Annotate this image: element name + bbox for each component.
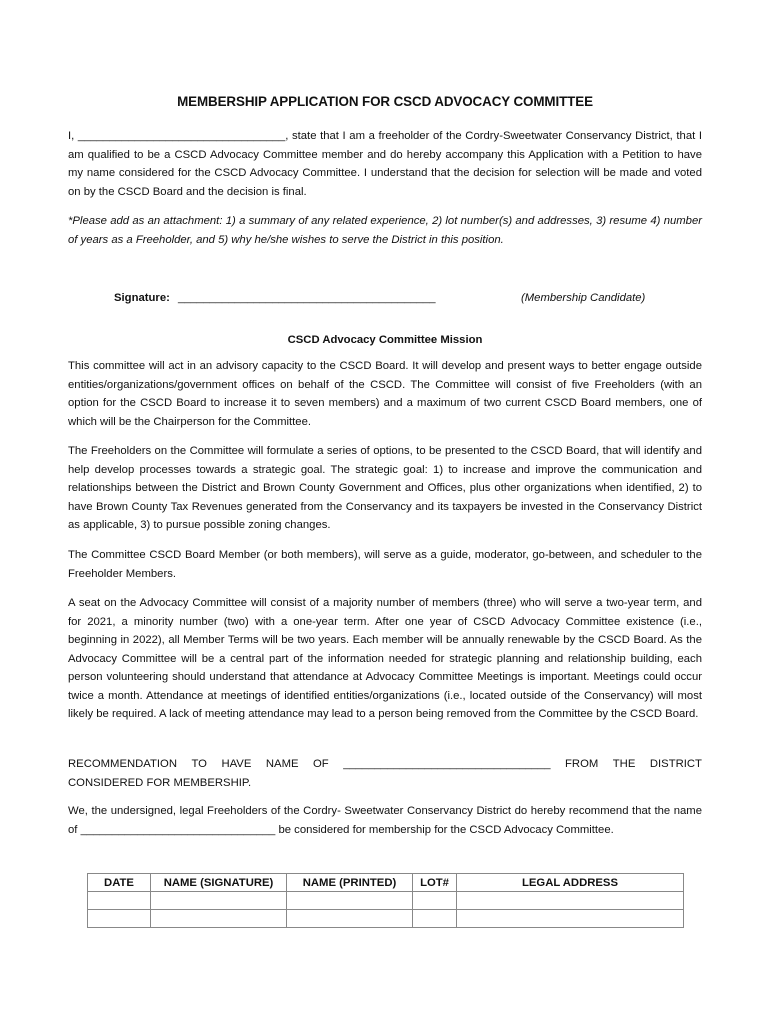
- column-header-name-printed: NAME (PRINTED): [287, 874, 413, 892]
- applicant-name-blank[interactable]: _________________________________: [77, 130, 286, 142]
- rec-word: FROM: [565, 758, 599, 770]
- undersigned-suffix: be considered for membership for the CSCD Advocacy Committee.: [275, 823, 614, 836]
- table-cell[interactable]: [413, 892, 457, 910]
- table-cell[interactable]: [151, 910, 287, 928]
- petition-signature-table: [87, 873, 684, 928]
- mission-paragraph-1: This committee will act in an advisory capacity to the CSCD Board. It will develop and present ways to better engage outside entities/organizations/government offices on behalf of the CSCD. The Committee will consist of five Freeholders (with an option for the CSCD Board to increase it to seven members) and a maximum of two current CSCD Board members, one of which will be the Chairperson for the Committee.: [68, 360, 702, 428]
- column-header-lot: LOT#: [413, 874, 457, 892]
- page-title: MEMBERSHIP APPLICATION FOR CSCD ADVOCACY COMMITTEE: [177, 94, 593, 109]
- recommended-name-blank[interactable]: _________________________________: [343, 758, 551, 770]
- recommendation-line-2: CONSIDERED FOR MEMBERSHIP.: [68, 776, 252, 789]
- table-cell[interactable]: [151, 892, 287, 910]
- mission-paragraph-2: The Freeholders on the Committee will formulate a series of options, to be presented to the CSCD Board, that will identify and help develop processes towards a strategic goal. The strategic goal: 1) to increase and improve the communication and relationships between the District and Brown County Government and Offices, plus other organizations when identified, 2) to have Brown County Tax Revenues generated from the Conservancy and its taxpayers be invested in the Conservancy District as applicable, 3) to pursue possible zoning changes.: [68, 445, 702, 531]
- signature-line[interactable]: _________________________________________: [178, 292, 436, 304]
- column-header-date: DATE: [88, 874, 151, 892]
- table-cell[interactable]: [287, 892, 413, 910]
- rec-word: DISTRICT: [649, 758, 702, 770]
- table-cell[interactable]: [457, 892, 684, 910]
- mission-heading: CSCD Advocacy Committee Mission: [287, 334, 483, 346]
- rec-word: HAVE: [221, 758, 252, 770]
- table-cell[interactable]: [88, 910, 151, 928]
- table-row: [88, 910, 684, 928]
- column-header-name-signature: NAME (SIGNATURE): [151, 874, 287, 892]
- rec-word: NAME: [265, 758, 299, 770]
- table-cell[interactable]: [287, 910, 413, 928]
- undersigned-paragraph: [68, 802, 702, 839]
- table-row: [88, 892, 684, 910]
- intro-paragraph: [68, 127, 702, 201]
- recommendation-line-1: [68, 755, 702, 774]
- rec-word: OF: [313, 758, 329, 770]
- signature-label: Signature:: [114, 292, 170, 304]
- table-cell[interactable]: [88, 892, 151, 910]
- rec-word: THE: [612, 758, 636, 770]
- signature-note: (Membership Candidate): [521, 292, 646, 304]
- mission-paragraph-3: The Committee CSCD Board Member (or both members), will serve as a guide, moderator, go-between, and scheduler to the Freeholder Members.: [68, 549, 702, 580]
- attachment-note: *Please add as an attachment: 1) a summary of any related experience, 2) lot number(s) and addresses, 3) resume 4) number of years as a Freeholder, and 5) why he/she wishes to serve the District in this position.: [68, 215, 702, 246]
- rec-word: TO: [191, 758, 207, 770]
- rec-word: RECOMMENDATION: [68, 758, 177, 770]
- undersigned-name-blank[interactable]: _______________________________: [80, 823, 276, 836]
- recommendation-block: [68, 755, 702, 792]
- undersigned-prefix: We, the undersigned, legal Freeholders of the Cordry- Sweetwater Conservancy District do hereby recommend that the name of: [68, 805, 702, 836]
- column-header-legal-address: LEGAL ADDRESS: [457, 874, 684, 892]
- intro-text: , state that I am a freeholder of the Cordry-Sweetwater Conservancy District, that I am qualified to be a CSCD Advocacy Committee member and do hereby accompany this Application with a Petition to have my name considered for the CSCD Advocacy Committee. I understand that the decision for selection will be made and voted on by the CSCD Board and the decision is final.: [68, 130, 702, 198]
- mission-paragraph-4: A seat on the Advocacy Committee will consist of a majority number of members (three) who will serve a two-year term, and for 2021, a minority number (two) with a one-year term. After one year of CSCD Advocacy Committee existence (i.e., beginning in 2022), all Member Terms will be two years. Each member will be annually renewable by the CSCD Board. As the Advocacy Committee will be a central part of the information needed for strategic planning and relationship building, each person volunteering should understand that attendance at Advocacy Committee Meetings is important. Meetings could occur twice a month. Attendance at meetings of identified entities/organizations (i.e., located outside of the Conservancy) will most likely be required. A lack of meeting attendance may lead to a person being removed from the Committee by the CSCD Board.: [68, 597, 702, 720]
- table-cell[interactable]: [413, 910, 457, 928]
- table-cell[interactable]: [457, 910, 684, 928]
- table-header-row: [88, 874, 684, 892]
- intro-prefix: I,: [68, 130, 78, 142]
